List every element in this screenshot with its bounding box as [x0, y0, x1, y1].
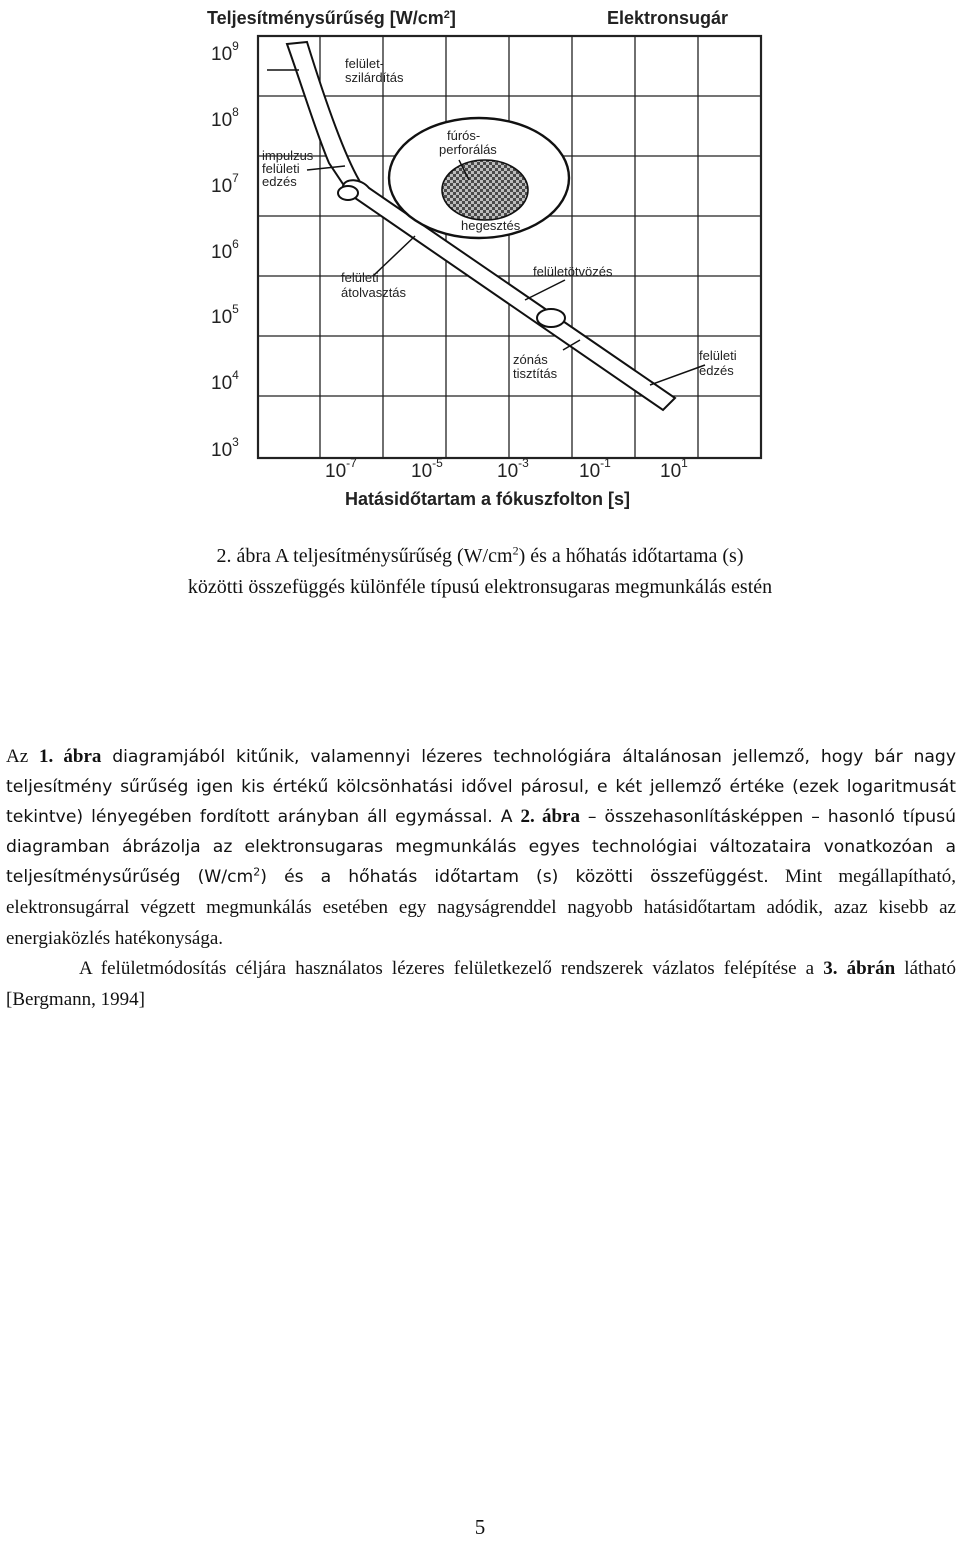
label-surface-strengthening: felület-szilárdítás	[345, 56, 404, 85]
x-tick-1e1: $10^1$	[660, 456, 688, 482]
y-tick-1e9: $10^9$	[211, 39, 239, 65]
y-tick-1e7: $10^7$	[211, 171, 239, 197]
figure-caption	[60, 541, 900, 603]
label-surface-remelting: felületi átolvasztás	[341, 270, 407, 300]
label-zone-cleaning: zónás tisztítás	[513, 352, 558, 381]
body-p1-start: Az	[6, 746, 29, 767]
y-tick-1e4: $10^4$	[211, 368, 239, 394]
y-tick-labels	[211, 39, 239, 461]
chart-title: Elektronsugár	[607, 8, 729, 28]
ref-figure-2: 2. ábra	[520, 806, 580, 828]
y-tick-1e6: $10^6$	[211, 237, 239, 263]
page-number: 5	[474, 1515, 486, 1539]
label-surface-alloying: felületötvözés	[533, 264, 613, 279]
body-p1-comparison: – összehasonlításképpen – hasonló típusú diagramban ábrázolja az elektronsugaras megmunkálás egyes technológiai változataira vonatkozóan a teljesítménysűrűség (W/cm	[6, 807, 956, 888]
body-p2-end: látható [Bergmann, 1994]	[6, 958, 956, 1010]
x-tick-1e-1: $10^{-1}$	[579, 456, 611, 482]
body-text	[6, 742, 956, 1015]
x-tick-labels	[325, 456, 688, 482]
region-labels	[262, 56, 737, 381]
figure-electron-beam-diagram	[195, 0, 785, 520]
label-drilling: fúrós-perforálás	[439, 128, 497, 157]
x-tick-1e-7: $10^{-7}$	[325, 456, 357, 482]
x-tick-1e-3: $10^{-3}$	[497, 456, 529, 482]
body-p1-relation: ) és a hőhatás időtartam (s) közötti összefüggést.	[260, 867, 769, 888]
body-p1-conclusion: Mint megállapítható, elektronsugárral végzett megmunkálás esetében egy nagyságrenddel nagyobb hatásidőtartam adódik, azaz kisebb az energiaközlés hatékonysága.	[6, 866, 957, 949]
label-surface-hardening: felületi edzés	[699, 348, 737, 378]
label-impulse-hardening: impulzus felületi edzés	[262, 148, 314, 189]
caption-line-1: 2. ábra A teljesítménysűrűség $(W/cm^2)$ és a hőhatás időtartama (s)	[216, 543, 744, 567]
x-axis-title: Hatásidőtartam a fókuszfolton [s]	[345, 489, 631, 509]
caption-line-2: közötti összefüggés különféle típusú elektronsugaras megmunkálás estén	[187, 576, 773, 598]
grid	[258, 36, 761, 458]
y-axis-title: Teljesítménysűrűség $[W/cm^2]$	[207, 8, 456, 28]
ref-figure-3: 3. ábrán	[823, 958, 896, 980]
y-tick-1e3: $10^3$	[211, 435, 239, 461]
y-tick-1e8: $10^8$	[211, 105, 239, 131]
x-tick-1e-5: $10^{-5}$	[411, 456, 443, 482]
body-p2: A felületmódosítás céljára használatos lézeres felületkezelő rendszerek vázlatos felépítése a	[79, 958, 824, 980]
unit-superscript: 2	[253, 865, 261, 879]
y-tick-1e5: $10^5$	[211, 302, 239, 328]
label-welding: hegesztés	[461, 218, 521, 233]
body-p1-sentence: diagramjából kitűnik, valamennyi lézeres technológiára általánosan jellemző, hogy bár nagy teljesítmény sűrűség igen kis értékű kölcsönhatási idővel párosul, e két jellemző értéke (ezek logaritmusát tekintve) lényegében fordított arányban áll egymással. A	[6, 747, 957, 828]
ref-figure-1: 1. ábra	[39, 746, 102, 767]
diagram-canvas	[195, 0, 785, 520]
